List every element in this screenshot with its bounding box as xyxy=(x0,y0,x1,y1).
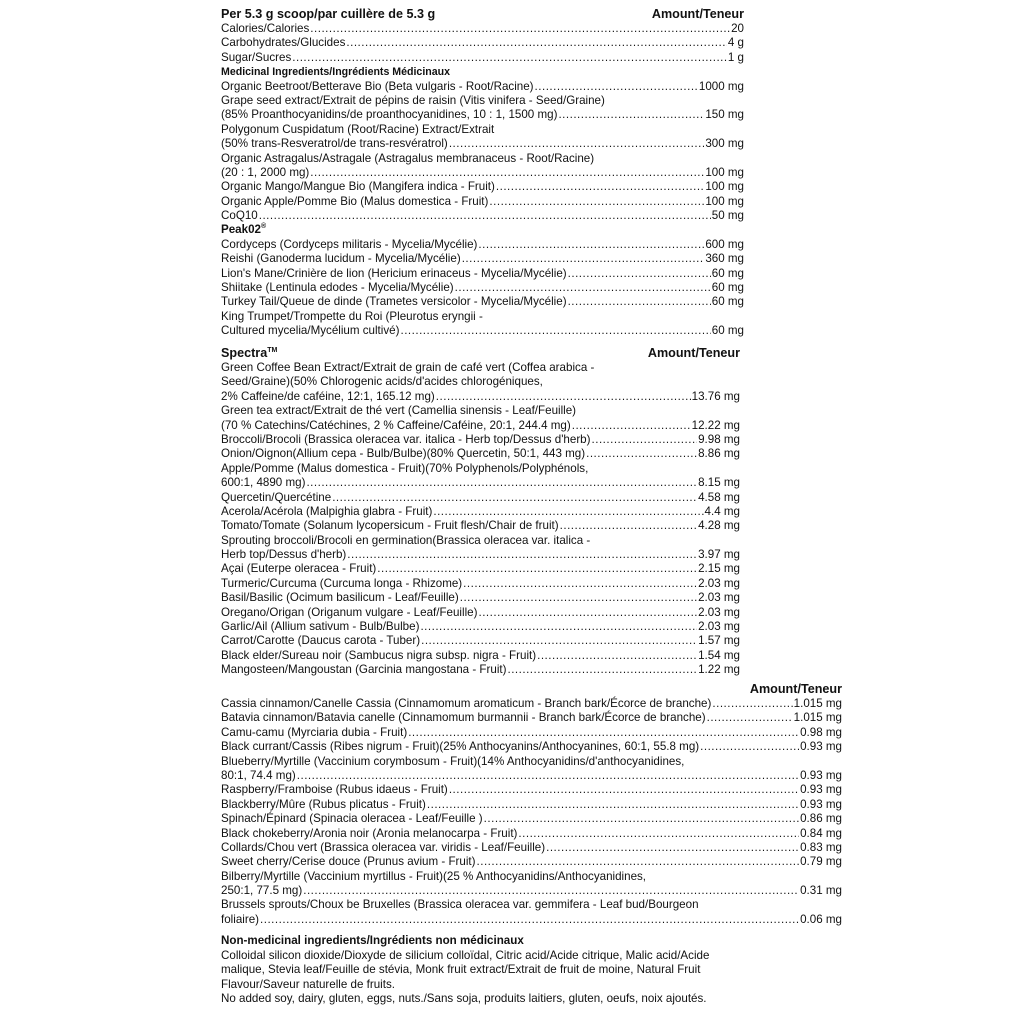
dot-leader xyxy=(712,697,792,711)
ingredient-name: Garlic/Ail (Allium sativum - Bulb/Bulbe) xyxy=(221,620,420,634)
ingredient-row xyxy=(221,769,842,783)
ingredient-row xyxy=(221,476,740,490)
ingredient-row xyxy=(221,577,740,591)
ingredient-name: Turmeric/Curcuma (Curcuma longa - Rhizome) xyxy=(221,576,463,590)
ingredient-name: (50% trans-Resveratrol/de trans-resvératrol) xyxy=(221,137,448,151)
ingredient-amount: 300 mg xyxy=(705,137,744,151)
ingredient-amount: 0.93 mg xyxy=(800,768,842,782)
ingredient-text-line: Green Coffee Bean Extract/Extrait de grain de café vert (Coffea arabica - xyxy=(221,361,595,374)
ingredient-row xyxy=(221,36,744,50)
ingredient-text-line: Seed/Graine)(50% Chlorogenic acids/d'acides chlorogéniques, xyxy=(221,375,543,389)
ingredient-name: Acerola/Acérola (Malpighia glabra - Fruit) xyxy=(221,504,433,518)
dot-leader xyxy=(420,620,697,634)
ingredient-row xyxy=(221,419,740,433)
amount-header: Amount/Teneur xyxy=(647,346,740,360)
spectra-ingredients-list xyxy=(221,361,740,678)
dot-leader xyxy=(433,505,703,519)
ingredient-name: Broccoli/Brocoli (Brassica oleracea var. italica - Herb top/Dessus d'herb) xyxy=(221,432,591,446)
peak02-heading xyxy=(221,223,744,237)
ingredient-amount: 50 mg xyxy=(711,209,744,223)
dot-leader xyxy=(700,740,799,754)
ingredient-name: Lion's Mane/Crinière de lion (Hericium erinaceus - Mycelia/Mycélie) xyxy=(221,266,567,280)
dot-leader xyxy=(707,711,793,725)
ingredient-row xyxy=(221,783,842,797)
ingredient-amount: 100 mg xyxy=(705,194,744,208)
dot-leader xyxy=(297,769,799,783)
dot-leader xyxy=(306,476,697,490)
dot-leader xyxy=(259,209,711,223)
ingredient-name: Spinach/Épinard (Spinacia oleracea - Leaf/Feuille ) xyxy=(221,812,483,826)
dot-leader xyxy=(478,238,704,252)
ingredient-amount: 20 xyxy=(731,22,744,35)
nutrition-list xyxy=(221,22,744,65)
ingredient-amount: 0.06 mg xyxy=(800,912,842,926)
ingredient-name: (85% Proanthocyanidins/de proanthocyanidines, 10 : 1, 1500 mg) xyxy=(221,108,558,122)
dot-leader xyxy=(592,433,698,447)
dot-leader xyxy=(558,108,704,122)
ingredient-text-line: Brussels sprouts/Choux be Bruxelles (Brassica oleracea var. gemmifera - Leaf bud/Bourgeon xyxy=(221,898,699,912)
registered-mark: ® xyxy=(260,223,267,231)
dot-leader xyxy=(310,166,704,180)
serving-size-label: Per 5.3 g scoop/par cuillère de 5.3 g xyxy=(221,7,436,21)
ingredient-amount: 1.54 mg xyxy=(698,648,740,662)
ingredient-row xyxy=(221,491,740,505)
supplement-facts-block-1 xyxy=(221,7,744,339)
dot-leader xyxy=(484,812,799,826)
ingredient-row xyxy=(221,913,842,927)
ingredient-amount: 1.015 mg xyxy=(793,697,842,710)
ingredient-name: Carrot/Carotte (Daucus carota - Tuber) xyxy=(221,634,421,648)
ingredient-row xyxy=(221,884,842,898)
spectra-header xyxy=(221,346,740,361)
additional-ingredients-list xyxy=(221,697,842,927)
dot-leader xyxy=(408,726,799,740)
dot-leader xyxy=(346,36,727,50)
dot-leader xyxy=(449,783,799,797)
dot-leader xyxy=(462,252,705,266)
non-medicinal-line: malique, Stevia leaf/Feuille de stévia, Monk fruit extract/Extrait de fruit de moine, Natural Fruit xyxy=(221,963,701,977)
ingredient-amount: 1 g xyxy=(727,50,744,64)
dot-leader xyxy=(560,519,697,533)
dot-leader xyxy=(537,649,697,663)
ingredient-amount: 60 mg xyxy=(711,266,744,280)
ingredient-name: Mangosteen/Mangoustan (Garcinia mangostana - Fruit) xyxy=(221,663,507,677)
amount-header: Amount/Teneur xyxy=(749,682,842,696)
ingredient-row xyxy=(221,711,842,725)
ingredient-name: Sugar/Sucres xyxy=(221,50,292,64)
ingredient-text-line: King Trumpet/Trompette du Roi (Pleurotus eryngii - xyxy=(221,309,483,323)
non-medicinal-line: No added soy, dairy, gluten, eggs, nuts./Sans soja, produits laitiers, gluten, oeufs, noix ajoutés. xyxy=(221,992,707,1006)
ingredient-name: Tomato/Tomate (Solanum lycopersicum - Fruit flesh/Chair de fruit) xyxy=(221,519,559,533)
dot-leader xyxy=(377,562,697,576)
ingredient-amount: 60 mg xyxy=(711,295,744,309)
ingredient-name: Calories/Calories xyxy=(221,22,310,35)
dot-leader xyxy=(489,195,704,209)
ingredient-name: Blackberry/Mûre (Rubus plicatus - Fruit) xyxy=(221,797,426,811)
ingredient-amount: 60 mg xyxy=(711,281,744,295)
dot-leader xyxy=(400,324,710,338)
ingredient-amount: 0.84 mg xyxy=(800,826,842,840)
ingredient-name: CoQ10 xyxy=(221,209,258,223)
ingredient-name: Oregano/Origan (Origanum vulgare - Leaf/Feuille) xyxy=(221,605,478,619)
ingredient-row xyxy=(221,505,740,519)
dot-leader xyxy=(332,491,697,505)
ingredient-name: Sweet cherry/Cerise douce (Prunus avium - Fruit) xyxy=(221,855,476,869)
ingredient-amount: 12.22 mg xyxy=(691,418,740,432)
ingredient-row xyxy=(221,841,842,855)
ingredient-amount: 600 mg xyxy=(705,237,744,251)
ingredient-name: Shiitake (Lentinula edodes - Mycelia/Mycélie) xyxy=(221,281,454,295)
ingredient-row xyxy=(221,798,842,812)
ingredient-name: Cultured mycelia/Mycélium cultivé) xyxy=(221,324,400,338)
ingredient-row xyxy=(221,51,744,65)
dot-leader xyxy=(303,884,799,898)
ingredient-name: Reishi (Ganoderma lucidum - Mycelia/Mycélie) xyxy=(221,252,461,266)
ingredient-amount: 9.98 mg xyxy=(698,432,740,446)
ingredient-amount: 8.15 mg xyxy=(698,476,740,490)
ingredient-name: Raspberry/Framboise (Rubus idaeus - Fruit) xyxy=(221,783,448,797)
ingredient-text-line: Sprouting broccoli/Brocoli en germination(Brassica oleracea var. italica - xyxy=(221,533,591,547)
dot-leader xyxy=(546,841,799,855)
dot-leader xyxy=(310,22,730,36)
ingredient-name: Collards/Chou vert (Brassica oleracea var. viridis - Leaf/Feuille) xyxy=(221,840,546,854)
ingredient-row xyxy=(221,827,842,841)
dot-leader xyxy=(460,591,697,605)
dot-leader xyxy=(535,80,698,94)
peak02-ingredients-list xyxy=(221,238,744,339)
ingredient-amount: 0.93 mg xyxy=(800,783,842,797)
supplement-facts-block-3 xyxy=(221,682,842,927)
ingredient-row xyxy=(221,697,842,711)
ingredient-text-line: Polygonum Cuspidatum (Root/Racine) Extract/Extrait xyxy=(221,122,495,136)
medicinal-ingredients-heading: Medicinal Ingredients/Ingrédients Médicinaux xyxy=(221,66,450,79)
dot-leader xyxy=(477,855,800,869)
ingredient-name: Açai (Euterpe oleracea - Fruit) xyxy=(221,562,377,576)
ingredient-row xyxy=(221,519,740,533)
ingredient-text-line: Blueberry/Myrtille (Vaccinium corymbosum - Fruit)(14% Anthocyanidins/d'anthocyanidines, xyxy=(221,754,685,768)
ingredient-name: Cassia cinnamon/Canelle Cassia (Cinnamomum aromaticum - Branch bark/Écorce de branche) xyxy=(221,697,712,710)
ingredient-amount: 4.58 mg xyxy=(698,490,740,504)
ingredient-row xyxy=(221,195,744,209)
serving-header xyxy=(221,7,744,22)
ingredient-row xyxy=(221,238,744,252)
dot-leader xyxy=(436,390,691,404)
ingredient-row xyxy=(221,209,744,223)
ingredient-row xyxy=(221,562,740,576)
ingredient-name: Organic Apple/Pomme Bio (Malus domestica - Fruit) xyxy=(221,194,489,208)
ingredient-name: Carbohydrates/Glucides xyxy=(221,36,346,50)
ingredient-name: 2% Caffeine/de caféine, 12:1, 165.12 mg) xyxy=(221,389,435,403)
ingredient-row xyxy=(221,390,740,404)
ingredient-amount: 2.03 mg xyxy=(698,605,740,619)
non-medicinal-text xyxy=(221,949,821,1007)
peak02-title: Peak02 xyxy=(221,223,261,237)
non-medicinal-heading: Non-medicinal ingredients/Ingrédients non médicinaux xyxy=(221,934,524,947)
dot-leader xyxy=(455,281,711,295)
ingredient-row xyxy=(221,812,842,826)
ingredient-text-line: Green tea extract/Extrait de thé vert (Camellia sinensis - Leaf/Feuille) xyxy=(221,404,577,418)
dot-leader xyxy=(518,827,799,841)
ingredient-row xyxy=(221,447,740,461)
ingredient-text-line: Apple/Pomme (Malus domestica - Fruit)(70% Polyphenols/Polyphénols, xyxy=(221,461,589,475)
ingredient-row xyxy=(221,548,740,562)
ingredient-amount: 0.79 mg xyxy=(800,855,842,869)
dot-leader xyxy=(496,180,704,194)
ingredient-row xyxy=(221,295,744,309)
ingredient-row xyxy=(221,22,744,36)
ingredient-name: Batavia cinnamon/Batavia canelle (Cinnamomum burmannii - Branch bark/Écorce de branche) xyxy=(221,711,706,725)
ingredient-name: Basil/Basilic (Ocimum basilicum - Leaf/Feuille) xyxy=(221,591,459,605)
ingredient-amount: 60 mg xyxy=(711,324,744,338)
dot-leader xyxy=(449,137,705,151)
ingredient-amount: 4.28 mg xyxy=(698,519,740,533)
ingredient-amount: 0.31 mg xyxy=(800,884,842,898)
ingredient-amount: 2.03 mg xyxy=(698,591,740,605)
ingredient-amount: 1.22 mg xyxy=(698,663,740,677)
ingredient-amount: 2.03 mg xyxy=(698,576,740,590)
spectra-heading xyxy=(221,346,277,361)
ingredient-name: 600:1, 4890 mg) xyxy=(221,476,306,490)
ingredient-amount: 2.15 mg xyxy=(698,562,740,576)
ingredient-name: 80:1, 74.4 mg) xyxy=(221,768,296,782)
dot-leader xyxy=(427,798,799,812)
ingredient-amount: 8.86 mg xyxy=(698,447,740,461)
ingredient-row xyxy=(221,740,842,754)
ingredient-row xyxy=(221,252,744,266)
ingredient-amount: 0.86 mg xyxy=(800,812,842,826)
ingredient-name: Herb top/Dessus d'herb) xyxy=(221,548,347,562)
ingredient-amount: 13.76 mg xyxy=(691,389,740,403)
non-medicinal-ingredients xyxy=(221,934,821,1007)
ingredient-text-line: Organic Astragalus/Astragale (Astragalus membranaceus - Root/Racine) xyxy=(221,151,595,165)
ingredient-row xyxy=(221,649,740,663)
ingredient-row xyxy=(221,324,744,338)
dot-leader xyxy=(572,419,691,433)
ingredient-row xyxy=(221,267,744,281)
ingredient-row xyxy=(221,166,744,180)
ingredient-name: 250:1, 77.5 mg) xyxy=(221,884,303,898)
ingredient-name: Black chokeberry/Aronia noir (Aronia melanocarpa - Fruit) xyxy=(221,826,518,840)
ingredient-amount: 100 mg xyxy=(705,180,744,194)
ingredient-row xyxy=(221,137,744,151)
medicinal-ingredients-list xyxy=(221,80,744,224)
ingredient-amount: 0.98 mg xyxy=(800,725,842,739)
ingredient-name: Onion/Oignon(Allium cepa - Bulb/Bulbe)(80% Quercetin, 50:1, 443 mg) xyxy=(221,447,586,461)
ingredient-row xyxy=(221,80,744,94)
spectra-title: Spectra xyxy=(221,346,268,360)
ingredient-row xyxy=(221,620,740,634)
ingredient-row xyxy=(221,634,740,648)
ingredient-amount: 3.97 mg xyxy=(698,548,740,562)
dot-leader xyxy=(568,267,711,281)
ingredient-row xyxy=(221,591,740,605)
ingredient-row xyxy=(221,855,842,869)
ingredient-row xyxy=(221,281,744,295)
ingredient-row xyxy=(221,726,842,740)
dot-leader xyxy=(260,913,799,927)
ingredient-amount: 1000 mg xyxy=(698,79,744,93)
ingredient-amount: 0.93 mg xyxy=(800,740,842,754)
ingredient-amount: 2.03 mg xyxy=(698,620,740,634)
ingredient-name: Organic Mango/Mangue Bio (Mangifera indica - Fruit) xyxy=(221,180,495,194)
ingredient-amount: 4 g xyxy=(727,36,744,50)
dot-leader xyxy=(421,634,697,648)
ingredient-amount: 0.93 mg xyxy=(800,797,842,811)
ingredient-name: (20 : 1, 2000 mg) xyxy=(221,165,310,179)
ingredient-row xyxy=(221,663,740,677)
ingredient-text-line: Bilberry/Myrtille (Vaccinium myrtillus - Fruit)(25 % Anthocyanidins/Anthocyanidines, xyxy=(221,869,647,883)
trademark: TM xyxy=(267,346,278,354)
ingredient-name: Organic Beetroot/Betterave Bio (Beta vulgaris - Root/Racine) xyxy=(221,79,534,93)
ingredient-row xyxy=(221,180,744,194)
ingredient-amount: 360 mg xyxy=(705,252,744,266)
ingredient-name: (70 % Catechins/Catéchines, 2 % Caffeine/Caféine, 20:1, 244.4 mg) xyxy=(221,418,571,432)
amount-header-row xyxy=(221,682,842,697)
ingredient-row xyxy=(221,108,744,122)
ingredient-name: Quercetin/Quercétine xyxy=(221,490,332,504)
ingredient-name: Cordyceps (Cordyceps militaris - Mycelia/Mycélie) xyxy=(221,237,478,251)
ingredient-amount: 150 mg xyxy=(705,108,744,122)
dot-leader xyxy=(568,295,711,309)
non-medicinal-line: Colloidal silicon dioxide/Dioxyde de silicium colloïdal, Citric acid/Acide citrique, Malic acid/Acide xyxy=(221,949,710,962)
dot-leader xyxy=(478,606,697,620)
ingredient-amount: 1.57 mg xyxy=(698,634,740,648)
ingredient-amount: 4.4 mg xyxy=(704,504,740,518)
ingredient-name: Black elder/Sureau noir (Sambucus nigra subsp. nigra - Fruit) xyxy=(221,648,537,662)
non-medicinal-line: Flavour/Saveur naturelle de fruits. xyxy=(221,977,395,991)
ingredient-amount: 0.83 mg xyxy=(800,840,842,854)
ingredient-name: foliaire) xyxy=(221,912,260,926)
ingredient-name: Black currant/Cassis (Ribes nigrum - Fruit)(25% Anthocyanins/Anthocyanines, 60:1, 55.8 mg) xyxy=(221,740,700,754)
ingredient-row xyxy=(221,606,740,620)
ingredient-amount: 1.015 mg xyxy=(793,711,842,725)
ingredient-amount: 100 mg xyxy=(705,165,744,179)
ingredient-text-line: Grape seed extract/Extrait de pépins de raisin (Vitis vinifera - Seed/Graine) xyxy=(221,93,605,107)
ingredient-name: Turkey Tail/Queue de dinde (Trametes versicolor - Mycelia/Mycélie) xyxy=(221,295,567,309)
dot-leader xyxy=(347,548,697,562)
amount-header: Amount/Teneur xyxy=(651,7,744,21)
ingredient-row xyxy=(221,433,740,447)
ingredient-name: Camu-camu (Myrciaria dubia - Fruit) xyxy=(221,725,408,739)
dot-leader xyxy=(507,663,697,677)
supplement-facts-block-2 xyxy=(221,346,740,678)
dot-leader xyxy=(463,577,697,591)
dot-leader xyxy=(292,51,727,65)
dot-leader xyxy=(586,447,697,461)
